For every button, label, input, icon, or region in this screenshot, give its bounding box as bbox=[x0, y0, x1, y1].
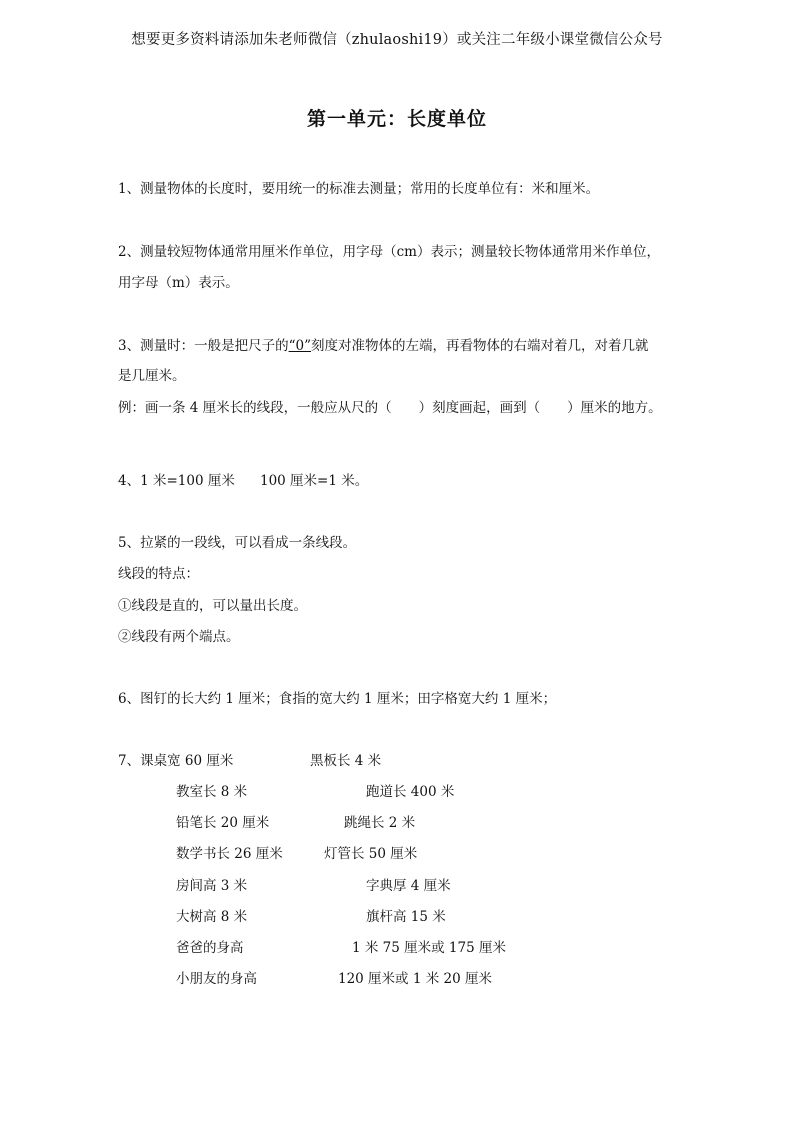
p7-row-6-left: 爸爸的身高 bbox=[176, 940, 244, 956]
point-3-line-2: 是几厘米。 bbox=[118, 368, 186, 384]
p7-row-1-right: 跑道长 400 米 bbox=[366, 784, 455, 800]
zero-mark-quote: “0” bbox=[288, 338, 311, 354]
p7-row-7-right: 120 厘米或 1 米 20 厘米 bbox=[338, 971, 492, 987]
point-6: 6、图钉的长大约 1 厘米；食指的宽大约 1 厘米；田字格宽大约 1 厘米； bbox=[118, 691, 557, 707]
p7-row-3-right: 灯管长 50 厘米 bbox=[324, 846, 418, 862]
point-3-line-1 bbox=[118, 334, 649, 354]
p7-row-7-left: 小朋友的身高 bbox=[176, 971, 257, 987]
point-2-line-1: 2、测量较短物体通常用厘米作单位，用字母（cm）表示；测量较长物体通常用米作单位， bbox=[118, 244, 660, 260]
point-3-post: 刻度对准物体的左端，再看物体的右端对着几，对着几就 bbox=[311, 338, 649, 354]
point-3-example: 例：画一条 4 厘米长的线段，一般应从尺的（ ）刻度画起，画到（ ）厘米的地方。 bbox=[118, 400, 662, 416]
p7-row-5-left: 大树高 8 米 bbox=[176, 909, 248, 925]
point-2-line-2: 用字母（m）表示。 bbox=[118, 275, 239, 291]
point-5-subtitle: 线段的特点： bbox=[118, 566, 199, 582]
point-4-b: 100 厘米=1 米。 bbox=[260, 473, 369, 489]
p7-row-4-right: 字典厚 4 厘米 bbox=[366, 878, 451, 894]
page-title: 第一单元：长度单位 bbox=[306, 108, 487, 130]
p7-row-1-left: 教室长 8 米 bbox=[176, 784, 248, 800]
point-5: 5、拉紧的一段线，可以看成一条线段。 bbox=[118, 535, 357, 551]
point-3-pre: 3、测量时：一般是把尺子的 bbox=[118, 338, 289, 354]
point-4-a: 4、1 米=100 厘米 bbox=[118, 473, 235, 489]
p7-row-2-right: 跳绳长 2 米 bbox=[344, 815, 416, 831]
point-5-feature-1: ①线段是直的，可以量出长度。 bbox=[118, 598, 307, 614]
point-1: 1、测量物体的长度时，要用统一的标准去测量；常用的长度单位有：米和厘米。 bbox=[118, 181, 600, 197]
p7-row-4-left: 房间高 3 米 bbox=[176, 878, 248, 894]
p7-row-0-left: 7、课桌宽 60 厘米 bbox=[118, 753, 234, 769]
p7-row-3-left: 数学书长 26 厘米 bbox=[176, 846, 283, 862]
point-5-feature-2: ②线段有两个端点。 bbox=[118, 629, 240, 645]
p7-row-0-right: 黑板长 4 米 bbox=[310, 753, 382, 769]
header-banner: 想要更多资料请添加朱老师微信（zhulaoshi19）或关注二年级小课堂微信公众号 bbox=[131, 32, 663, 48]
p7-row-2-left: 铅笔长 20 厘米 bbox=[176, 815, 270, 831]
p7-row-5-right: 旗杆高 15 米 bbox=[366, 909, 446, 925]
p7-row-6-right: 1 米 75 厘米或 175 厘米 bbox=[352, 940, 506, 956]
